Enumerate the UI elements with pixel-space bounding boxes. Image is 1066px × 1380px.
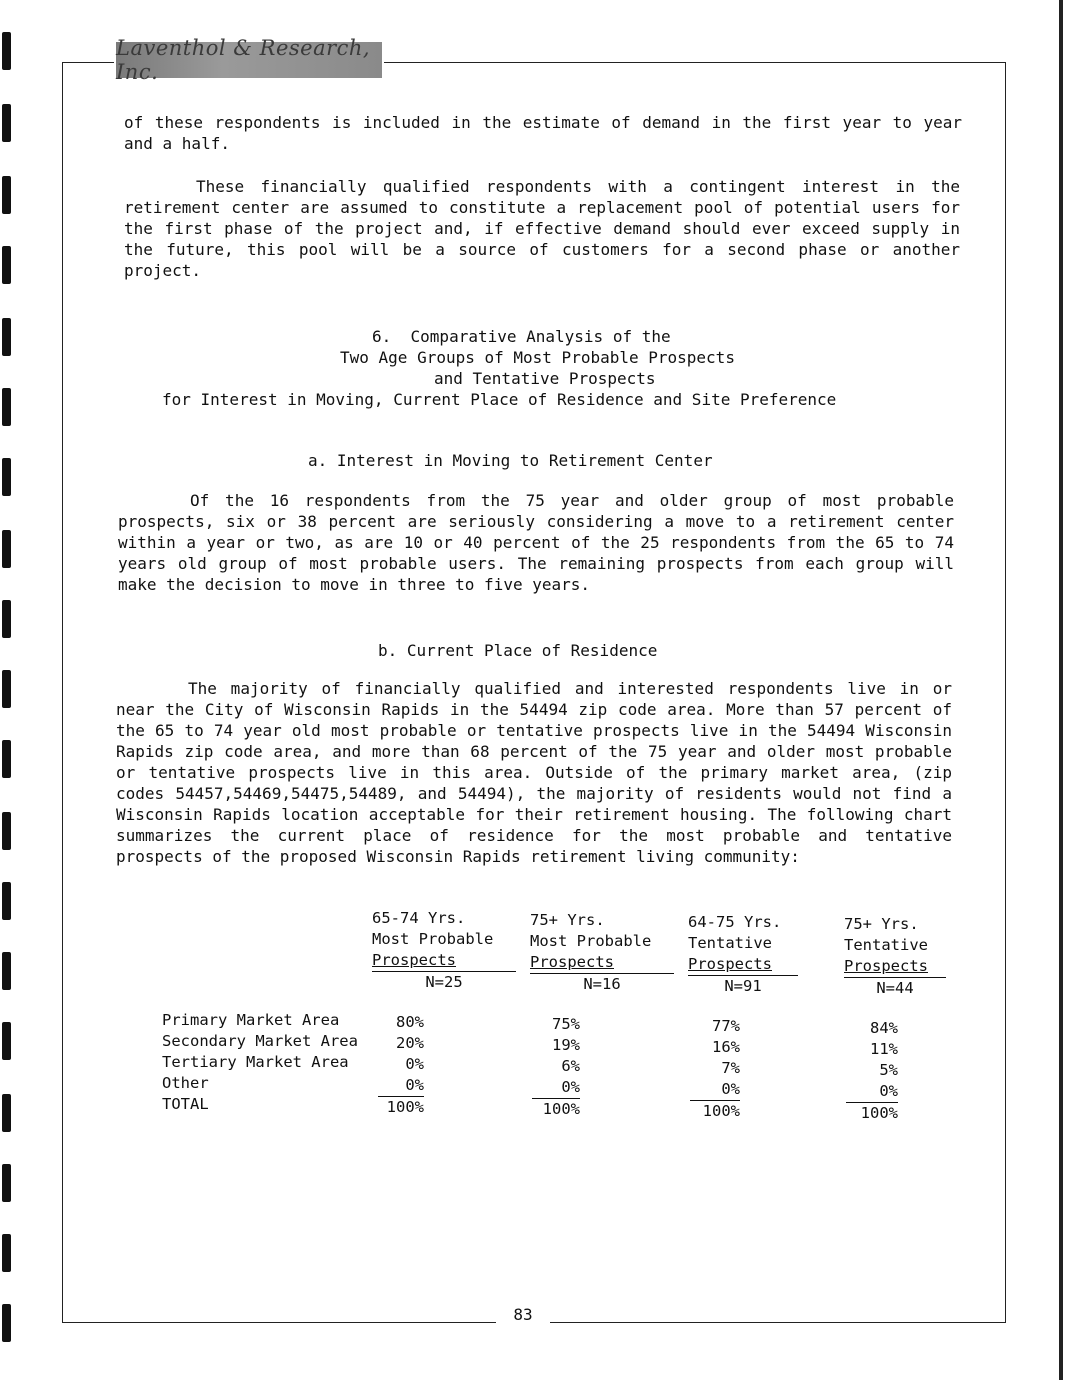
table-cell: 0% xyxy=(846,1081,898,1103)
table-values-column xyxy=(690,1016,740,1122)
row-label-other: Other xyxy=(162,1074,209,1092)
column-header-line: 64-75 Yrs. xyxy=(688,913,782,931)
column-n: N=25 xyxy=(372,971,516,993)
paragraph-interest-moving: Of the 16 respondents from the 75 year and older group of most probable prospects, six or 38 percent are seriously considering a move to a retirement center within a year or two, as are 10 or 40 percent of the 25 respondents from the 65 to 74 years old group of most probable users. The remaining prospects from each group will make the decision to move in three to five years. xyxy=(118,491,954,594)
table-column-header xyxy=(530,910,674,995)
column-header-line: 75+ Yrs. xyxy=(530,911,605,929)
table-cell: 75% xyxy=(552,1015,580,1033)
binding-hole xyxy=(2,670,11,708)
row-label-total: TOTAL xyxy=(162,1095,209,1113)
binding-hole xyxy=(2,882,11,920)
row-label-secondary: Secondary Market Area xyxy=(162,1032,358,1050)
table-cell-total: 100% xyxy=(702,1102,740,1120)
binding-hole xyxy=(2,740,11,778)
frame-top-rule xyxy=(62,62,114,63)
subsection-a-heading: a. Interest in Moving to Retirement Center xyxy=(308,451,713,470)
section-title-line xyxy=(372,326,671,347)
binding-hole xyxy=(2,1094,11,1132)
binding-edge xyxy=(0,0,14,1380)
binding-hole xyxy=(2,246,11,284)
binding-hole xyxy=(2,600,11,638)
binding-hole xyxy=(2,458,11,496)
binding-hole xyxy=(2,318,11,356)
binding-hole xyxy=(2,1164,11,1202)
table-cell: 5% xyxy=(879,1061,898,1079)
table-cell: 0% xyxy=(378,1075,424,1097)
section-number: 6. xyxy=(372,327,392,346)
column-header-line: Tentative xyxy=(844,936,928,954)
table-column-header xyxy=(844,914,946,999)
table-cell: 19% xyxy=(552,1036,580,1054)
page-number: 83 xyxy=(496,1305,550,1324)
table-cell: 0% xyxy=(532,1077,580,1099)
table-row-labels xyxy=(162,1010,358,1115)
column-n: N=44 xyxy=(844,977,946,999)
binding-hole xyxy=(2,104,11,142)
row-label-tertiary: Tertiary Market Area xyxy=(162,1053,349,1071)
table-cell-total: 100% xyxy=(542,1100,580,1118)
frame-top-rule xyxy=(384,62,1005,63)
table-column-header xyxy=(688,912,798,997)
table-values-column xyxy=(846,1018,898,1124)
section-title-line-2: Two Age Groups of Most Probable Prospects xyxy=(340,348,735,367)
binding-hole xyxy=(2,176,11,214)
section-title-line-3: and Tentative Prospects xyxy=(434,369,656,388)
table-column-header xyxy=(372,908,516,993)
section-title-line-4: for Interest in Moving, Current Place of Residence and Site Preference xyxy=(162,390,837,409)
table-cell-total: 100% xyxy=(860,1104,898,1122)
column-header-line: Prospects xyxy=(688,955,772,973)
table-cell: 80% xyxy=(396,1013,424,1031)
table-values-column xyxy=(532,1014,580,1120)
paragraph-continuation: of these respondents is included in the estimate of demand in the first year to year and a half. xyxy=(124,113,962,153)
table-cell: 7% xyxy=(721,1059,740,1077)
table-cell: 0% xyxy=(690,1079,740,1101)
table-cell: 20% xyxy=(396,1034,424,1052)
column-header-line: Prospects xyxy=(844,957,928,975)
row-label-primary: Primary Market Area xyxy=(162,1011,340,1029)
section-title-line-1: Comparative Analysis of the xyxy=(410,327,671,346)
column-n: N=91 xyxy=(688,975,798,997)
binding-hole xyxy=(2,952,11,990)
binding-hole xyxy=(2,388,11,426)
column-header-line: Prospects xyxy=(372,951,456,969)
company-logo xyxy=(116,36,382,84)
paragraph-replacement-pool: These financially qualified respondents with a contingent interest in the retirement center are assumed to constitute a replacement pool of potential users for the first phase of the project and, if effective demand should ever exceed supply in the future, this pool will be a source of customers for a second phase or another project. xyxy=(124,177,960,280)
column-header-line: 65-74 Yrs. xyxy=(372,909,466,927)
table-cell: 11% xyxy=(870,1040,898,1058)
binding-hole xyxy=(2,1234,11,1272)
table-cell: 16% xyxy=(712,1038,740,1056)
table-cell: 77% xyxy=(712,1017,740,1035)
column-header-line: 75+ Yrs. xyxy=(844,915,919,933)
column-header-line: Most Probable xyxy=(372,930,494,948)
table-cell: 0% xyxy=(405,1055,424,1073)
column-n: N=16 xyxy=(530,973,674,995)
subsection-b-heading: b. Current Place of Residence xyxy=(378,641,658,660)
table-cell-total: 100% xyxy=(386,1098,424,1116)
column-header-line: Most Probable xyxy=(530,932,652,950)
binding-hole xyxy=(2,530,11,568)
table-cell: 6% xyxy=(561,1057,580,1075)
paragraph-place-residence: The majority of financially qualified and interested respondents live in or near the City of Wisconsin Rapids in the 54494 zip code area. More than 57 percent of the 65 to 74 year old most probable or tentative prospects live in the 54494 Wisconsin Rapids zip code area, and more than 68 percent of the 75 year and older most probable or tentative prospects live in this area. Outside of the primary market area, (zip codes 54457,54469,54475,54489, and 54494), the majority of residents would not find a Wisconsin Rapids location acceptable for their retirement housing. The following chart summarizes the current place of residence for the most probable and tentative prospects of the proposed Wisconsin Rapids retirement living community: xyxy=(116,679,952,866)
column-header-line: Tentative xyxy=(688,934,772,952)
page-edge xyxy=(1059,0,1063,1380)
table-values-column xyxy=(378,1012,424,1118)
binding-hole xyxy=(2,1304,11,1342)
binding-hole xyxy=(2,812,11,850)
logo-text: Laventhol & Research, Inc. xyxy=(116,36,371,84)
table-cell: 84% xyxy=(870,1019,898,1037)
binding-hole xyxy=(2,1022,11,1060)
binding-hole xyxy=(2,32,11,70)
column-header-line: Prospects xyxy=(530,953,614,971)
